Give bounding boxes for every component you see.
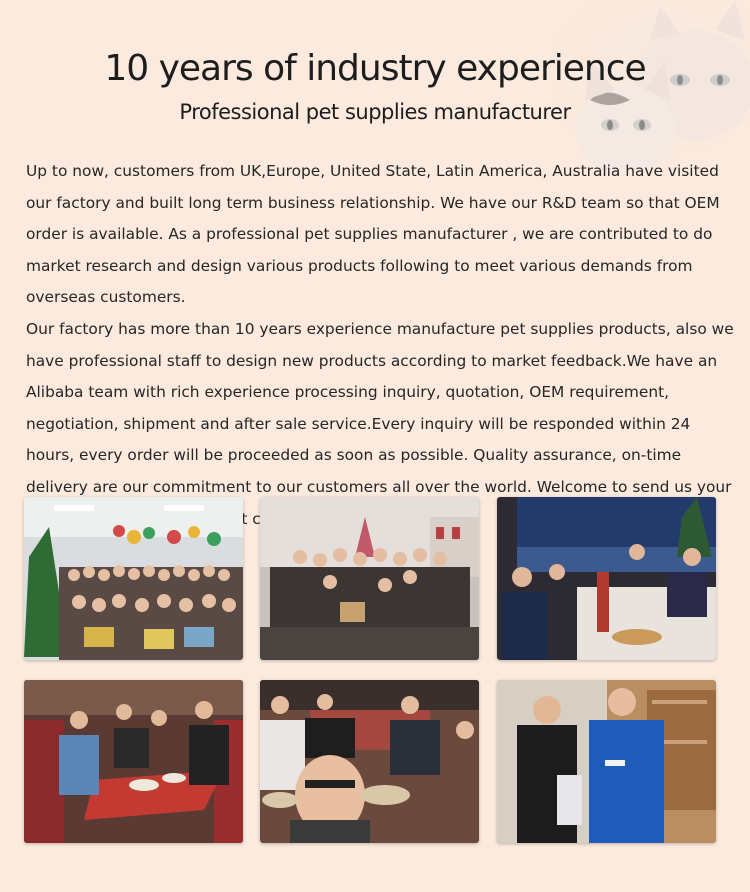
page-title: 10 years of industry experience	[104, 48, 646, 89]
description-paragraph-1: Up to now, customers from UK,Europe, United State, Latin America, Australia have visited our factory and built long term business relationship. We have our R&D team so that OEM order is available. As a professional pet supplies manufacturer , we are contributed to do market research and design various products following to meet various demands from overseas customers.	[26, 162, 720, 307]
exhibition-handshake-photo	[497, 680, 716, 843]
page-subtitle: Professional pet supplies manufacturer	[179, 100, 571, 124]
customer-tasting-photo	[260, 680, 479, 843]
company-description	[26, 156, 738, 535]
description-paragraph-2: Our factory has more than 10 years experience manufacture pet supplies products, also we have professional staff to design new products according to market feedback.We have an Alibaba team with rich experience processing inquiry, quotation, OEM requirement, negotiation, shipment and after sale service.Every inquiry will be responded within 24 hours, every order will be proceeded as soon as possible. Quality assurance, on-time delivery are our commitment to our customers all over the world. Welcome to send us your	[26, 319, 734, 496]
restaurant-meeting-photo	[24, 680, 243, 843]
team-christmas-group-photo	[24, 497, 243, 660]
customers-visit-group-photo	[260, 497, 479, 660]
dinner-with-customers-photo	[497, 497, 716, 660]
